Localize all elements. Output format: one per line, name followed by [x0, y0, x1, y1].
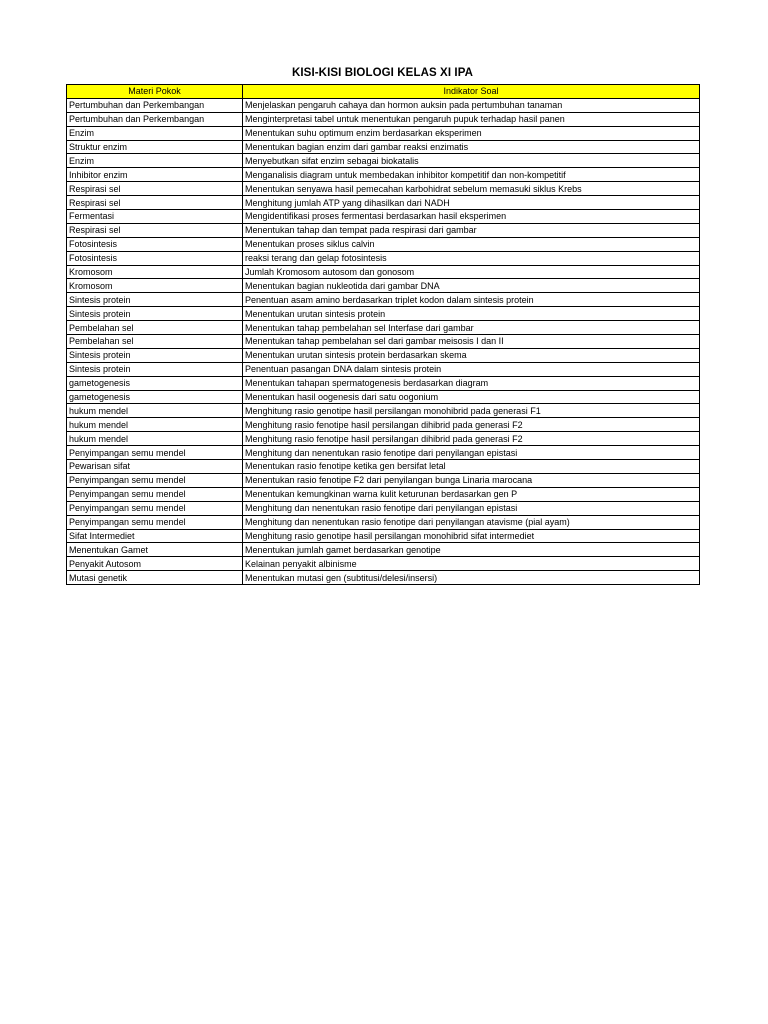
indikator-soal-cell: Menghitung rasio fenotipe hasil persilangan dihibrid pada generasi F2: [243, 418, 700, 432]
indikator-soal-cell: Menentukan bagian enzim dari gambar reaksi enzimatis: [243, 140, 700, 154]
table-row: [67, 543, 700, 557]
materi-pokok-cell: Penyimpangan semu mendel: [67, 501, 243, 515]
table-row: [67, 223, 700, 237]
table-row: [67, 335, 700, 349]
materi-pokok-cell: Sintesis protein: [67, 293, 243, 307]
table-row: [67, 460, 700, 474]
column-header-materi-pokok: Materi Pokok: [67, 85, 243, 99]
materi-pokok-cell: Penyimpangan semu mendel: [67, 487, 243, 501]
materi-pokok-cell: Sintesis protein: [67, 348, 243, 362]
table-row: [67, 182, 700, 196]
column-header-indikator-soal: Indikator Soal: [243, 85, 700, 99]
materi-pokok-cell: Sintesis protein: [67, 307, 243, 321]
materi-pokok-cell: gametogenesis: [67, 376, 243, 390]
indikator-soal-cell: Menghitung rasio genotipe hasil persilangan monohibrid pada generasi F1: [243, 404, 700, 418]
materi-pokok-cell: Respirasi sel: [67, 182, 243, 196]
table-row: [67, 473, 700, 487]
indikator-soal-cell: Menentukan tahap pembelahan sel dari gambar meisosis I dan II: [243, 335, 700, 349]
indikator-soal-cell: Menentukan urutan sintesis protein berdasarkan skema: [243, 348, 700, 362]
indikator-soal-cell: Menghitung rasio genotipe hasil persilangan monohibrid sifat intermediet: [243, 529, 700, 543]
table-row: [67, 362, 700, 376]
materi-pokok-cell: hukum mendel: [67, 432, 243, 446]
materi-pokok-cell: Fotosintesis: [67, 237, 243, 251]
indikator-soal-cell: Menghitung dan nenentukan rasio fenotipe dari penyilangan atavisme (pial ayam): [243, 515, 700, 529]
indikator-soal-cell: Penentuan pasangan DNA dalam sintesis protein: [243, 362, 700, 376]
materi-pokok-cell: Menentukan Gamet: [67, 543, 243, 557]
materi-pokok-cell: Penyimpangan semu mendel: [67, 515, 243, 529]
indikator-soal-cell: Menentukan proses siklus calvin: [243, 237, 700, 251]
indikator-soal-cell: Menentukan suhu optimum enzim berdasarkan eksperimen: [243, 126, 700, 140]
table-row: [67, 418, 700, 432]
materi-pokok-cell: Pembelahan sel: [67, 335, 243, 349]
materi-pokok-cell: Sintesis protein: [67, 362, 243, 376]
table-row: [67, 501, 700, 515]
indikator-soal-cell: Penentuan asam amino berdasarkan triplet kodon dalam sintesis protein: [243, 293, 700, 307]
materi-pokok-cell: Sifat Intermediet: [67, 529, 243, 543]
indikator-soal-cell: Menentukan mutasi gen (subtitusi/delesi/insersi): [243, 571, 700, 585]
indikator-soal-cell: Menentukan tahapan spermatogenesis berdasarkan diagram: [243, 376, 700, 390]
table-row: [67, 196, 700, 210]
indikator-soal-cell: Menganalisis diagram untuk membedakan inhibitor kompetitif dan non-kompetitif: [243, 168, 700, 182]
table-body: [67, 98, 700, 584]
page-title: KISI-KISI BIOLOGI KELAS XI IPA: [291, 67, 474, 79]
materi-pokok-cell: Kromosom: [67, 279, 243, 293]
materi-pokok-cell: Kromosom: [67, 265, 243, 279]
table-row: [67, 154, 700, 168]
indikator-soal-cell: Menentukan hasil oogenesis dari satu oogonium: [243, 390, 700, 404]
indikator-soal-cell: Menentukan kemungkinan warna kulit keturunan berdasarkan gen P: [243, 487, 700, 501]
table-row: [67, 321, 700, 335]
materi-pokok-cell: Pertumbuhan dan Perkembangan: [67, 112, 243, 126]
table-row: [67, 210, 700, 224]
indikator-soal-cell: Menentukan urutan sintesis protein: [243, 307, 700, 321]
indikator-soal-cell: Menyebutkan sifat enzim sebagai biokatalis: [243, 154, 700, 168]
indikator-soal-cell: Menentukan tahap pembelahan sel Interfase dari gambar: [243, 321, 700, 335]
materi-pokok-cell: Pembelahan sel: [67, 321, 243, 335]
table-row: [67, 348, 700, 362]
indikator-soal-cell: Menghitung dan nenentukan rasio fenotipe dari penyilangan epistasi: [243, 446, 700, 460]
materi-pokok-cell: Pewarisan sifat: [67, 460, 243, 474]
table-row: [67, 293, 700, 307]
table-row: [67, 404, 700, 418]
materi-pokok-cell: Pertumbuhan dan Perkembangan: [67, 98, 243, 112]
indikator-soal-cell: Menginterpretasi tabel untuk menentukan pengaruh pupuk terhadap hasil panen: [243, 112, 700, 126]
table-row: [67, 168, 700, 182]
table-row: [67, 487, 700, 501]
table-row: [67, 557, 700, 571]
table-row: [67, 98, 700, 112]
table-row: [67, 390, 700, 404]
table-row: [67, 126, 700, 140]
indikator-soal-cell: Menentukan senyawa hasil pemecahan karbohidrat sebelum memasuki siklus Krebs: [243, 182, 700, 196]
table-row: [67, 279, 700, 293]
indikator-soal-cell: Menghitung rasio fenotipe hasil persilangan dihibrid pada generasi F2: [243, 432, 700, 446]
table-row: [67, 237, 700, 251]
materi-pokok-cell: Penyakit Autosom: [67, 557, 243, 571]
materi-pokok-cell: Enzim: [67, 126, 243, 140]
materi-pokok-cell: gametogenesis: [67, 390, 243, 404]
materi-pokok-cell: Inhibitor enzim: [67, 168, 243, 182]
indikator-soal-cell: Menentukan rasio fenotipe F2 dari penyilangan bunga Linaria marocana: [243, 473, 700, 487]
materi-pokok-cell: Penyimpangan semu mendel: [67, 473, 243, 487]
indikator-soal-cell: Jumlah Kromosom autosom dan gonosom: [243, 265, 700, 279]
materi-pokok-cell: Fermentasi: [67, 210, 243, 224]
materi-pokok-cell: Enzim: [67, 154, 243, 168]
materi-pokok-cell: hukum mendel: [67, 404, 243, 418]
indikator-soal-cell: Menentukan bagian nukleotida dari gambar DNA: [243, 279, 700, 293]
indikator-soal-cell: Menentukan rasio fenotipe ketika gen bersifat letal: [243, 460, 700, 474]
table-row: [67, 265, 700, 279]
table-row: [67, 515, 700, 529]
indikator-soal-cell: Mengidentifikasi proses fermentasi berdasarkan hasil eksperimen: [243, 210, 700, 224]
materi-pokok-cell: Struktur enzim: [67, 140, 243, 154]
table-row: [67, 140, 700, 154]
materi-pokok-cell: hukum mendel: [67, 418, 243, 432]
materi-pokok-cell: Penyimpangan semu mendel: [67, 446, 243, 460]
table-row: [67, 376, 700, 390]
indikator-soal-cell: reaksi terang dan gelap fotosintesis: [243, 251, 700, 265]
table-header-row: [67, 85, 700, 99]
indikator-soal-cell: Menghitung jumlah ATP yang dihasilkan dari NADH: [243, 196, 700, 210]
indikator-soal-cell: Menjelaskan pengaruh cahaya dan hormon auksin pada pertumbuhan tanaman: [243, 98, 700, 112]
table-row: [67, 432, 700, 446]
materi-pokok-cell: Mutasi genetik: [67, 571, 243, 585]
materi-pokok-cell: Respirasi sel: [67, 223, 243, 237]
materi-pokok-cell: Respirasi sel: [67, 196, 243, 210]
table-row: [67, 112, 700, 126]
indikator-soal-cell: Menghitung dan nenentukan rasio fenotipe dari penyilangan epistasi: [243, 501, 700, 515]
table-row: [67, 251, 700, 265]
table-row: [67, 529, 700, 543]
indikator-soal-cell: Kelainan penyakit albinisme: [243, 557, 700, 571]
indikator-soal-cell: Menentukan tahap dan tempat pada respirasi dari gambar: [243, 223, 700, 237]
table-row: [67, 571, 700, 585]
table-row: [67, 446, 700, 460]
materi-pokok-cell: Fotosintesis: [67, 251, 243, 265]
table-row: [67, 307, 700, 321]
kisi-kisi-table: [66, 84, 700, 585]
indikator-soal-cell: Menentukan jumlah gamet berdasarkan genotipe: [243, 543, 700, 557]
